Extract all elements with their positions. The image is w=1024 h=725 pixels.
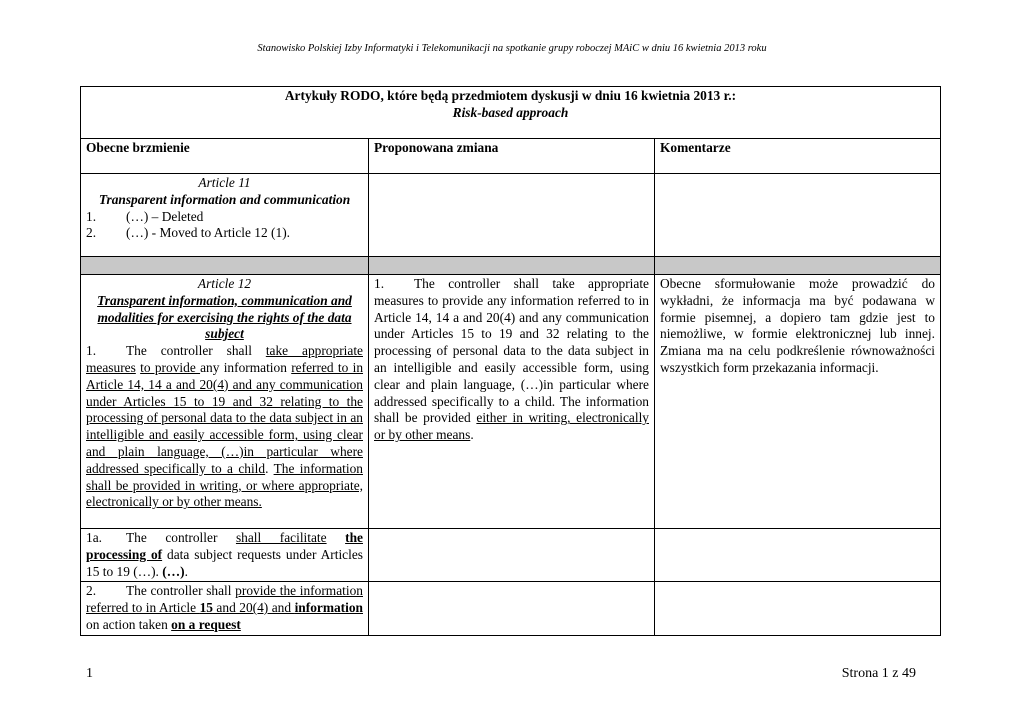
articles-table — [80, 86, 941, 636]
list-item: 1. (…) – Deleted — [86, 208, 204, 224]
paragraph-2-cell: 2. The controller shall provide the information referred to in Article 15 and 20(4) and information on action taken on a request — [81, 582, 369, 635]
article-11-cell — [81, 174, 369, 257]
col-header-current: Obecne brzmienie — [81, 139, 369, 174]
paragraph-1a-cell: 1a. The controller shall facilitate the processing of data subject requests under Articles 15 to 19 (…). (…). — [81, 529, 369, 582]
paragraph-2-comment-cell — [655, 582, 941, 635]
article-12-proposed-cell: 1. The controller shall take appropriate measures to provide any information referred to in Article 14, 14 a and 20(4) and any communication under Articles 15 to 19 and 32 relating to the processing of personal data to the data subject in an intelligible and easily accessible form, using clear and plain language, (…)in particular where addressed specifically to a child. The information shall be provided either in writing, electronically or by other means. — [369, 275, 655, 529]
article-11-title: Transparent information and communication — [98, 191, 351, 207]
table-title: Artykuły RODO, które będą przedmiotem dyskusji w dniu 16 kwietnia 2013 r.: — [284, 88, 737, 103]
page-number: Strona 1 z 49 — [841, 666, 916, 681]
article-11-comment-cell — [655, 174, 941, 257]
article-12-cell — [81, 275, 369, 529]
article-12-comment-cell: Obecne sformułowanie może prowadzić do wykładni, że informacja ma być podawana w formie pisemnej, a dopiero tam gdzie jest to niemożliwe, w formie elektronicznej lub innej. Zmiana ma na celu podkreślenie równoważności wszystkich form przekazania informacji. — [655, 275, 941, 529]
table-title-cell — [81, 87, 941, 139]
col-header-proposed: Proponowana zmiana — [369, 139, 655, 174]
article-12-paragraph-1: 1. The controller shall take appropriate measures to provide any information referred to in Article 14, 14 a and 20(4) and any communication under Articles 15 to 19 and 32 relating to the processing of personal data to the data subject in an intelligible and easily accessible form, using clear and plain language, (…)in particular where addressed specifically to a child. The information shall be provided in writing, or where appropriate, electronically or by other means. — [86, 343, 364, 510]
column-header-row — [81, 139, 941, 174]
separator-row — [81, 257, 941, 275]
paragraph-1a-proposed-cell — [369, 529, 655, 582]
paragraph-1a-comment-cell — [655, 529, 941, 582]
article-12-label: Article 12 — [197, 276, 252, 291]
article-11-label: Article 11 — [198, 175, 251, 190]
table-row — [81, 275, 941, 529]
table-subtitle: Risk-based approach — [452, 104, 569, 120]
paragraph-2-proposed-cell — [369, 582, 655, 635]
footer-number: 1 — [86, 666, 93, 681]
table-row — [81, 174, 941, 257]
table-row — [81, 582, 941, 635]
list-item: 2. (…) - Moved to Article 12 (1). — [86, 225, 290, 241]
col-header-comments: Komentarze — [655, 139, 941, 174]
article-11-proposed-cell — [369, 174, 655, 257]
document-header: Stanowisko Polskiej Izby Informatyki i Telekomunikacji na spotkanie grupy roboczej MAiC w dniu 16 kwietnia 2013 roku — [257, 43, 767, 54]
title-row — [81, 87, 941, 139]
article-12-title: Transparent information, communication and modalities for exercising the rights of the data subject — [97, 292, 352, 342]
table-row — [81, 529, 941, 582]
